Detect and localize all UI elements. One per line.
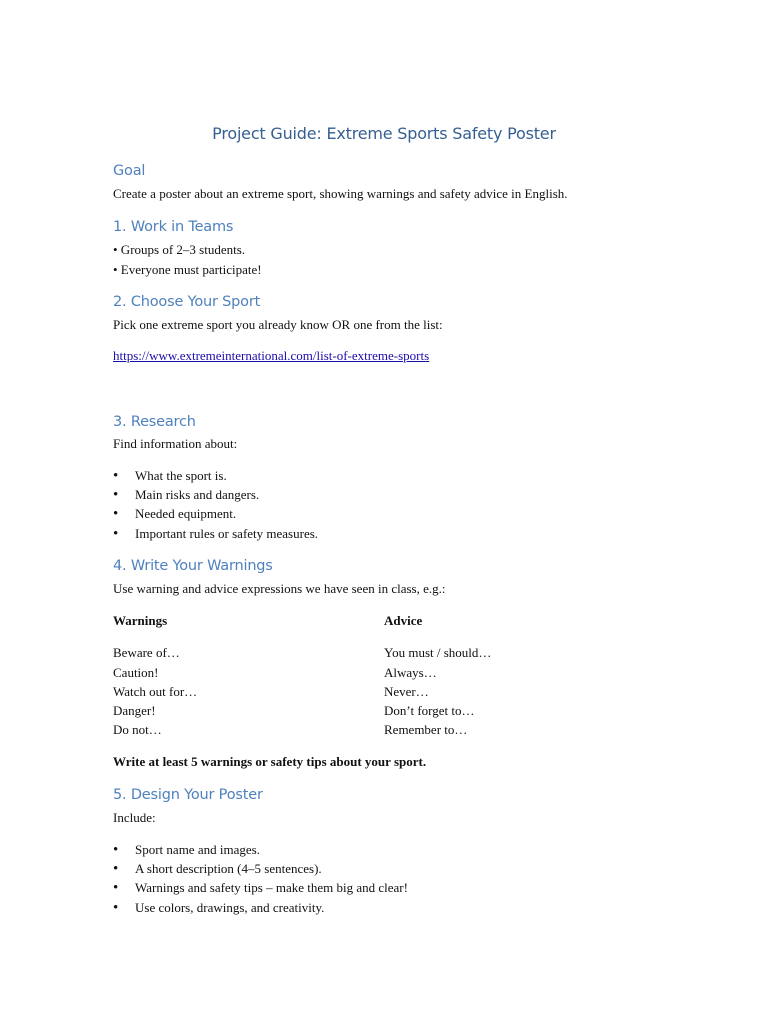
bullet-icon: • [113,861,119,877]
teams-heading: 1. Work in Teams [113,219,234,235]
research-heading: 3. Research [113,414,196,430]
warning-expression: Do not… [113,722,162,737]
bullet-icon: • [113,468,119,484]
goal-heading: Goal [113,163,146,179]
warnings-instruction: Write at least 5 warnings or safety tips about your sport. [113,754,427,769]
design-intro: Include: [113,810,156,825]
warnings-intro: Use warning and advice expressions we have seen in class, e.g.: [113,581,446,596]
advice-expression: You must / should… [384,645,492,660]
bullet-icon: • [113,526,119,542]
warning-expression: Caution! [113,665,159,680]
warning-expression: Beware of… [113,645,180,660]
warning-expression: Danger! [113,703,156,718]
warnings-column-header: Warnings [113,613,168,628]
bullet-icon: • [113,900,119,916]
advice-column-header: Advice [384,613,423,628]
teams-item: • Everyone must participate! [113,262,262,277]
bullet-icon: • [113,506,119,522]
goal-text: Create a poster about an extreme sport, showing warnings and safety advice in English. [113,186,568,201]
advice-expression: Always… [384,665,437,680]
advice-expression: Never… [384,684,429,699]
bullet-icon: • [113,842,119,858]
advice-expression: Don’t forget to… [384,703,475,718]
design-heading: 5. Design Your Poster [113,787,263,803]
bullet-icon: • [113,880,119,896]
advice-expression: Remember to… [384,722,468,737]
page-title: Project Guide: Extreme Sports Safety Poster [212,124,556,143]
warnings-heading: 4. Write Your Warnings [113,558,273,574]
research-intro: Find information about: [113,436,238,451]
sport-heading: 2. Choose Your Sport [113,294,261,310]
sport-text: Pick one extreme sport you already know OR one from the list: [113,317,443,332]
bullet-icon: • [113,487,119,503]
teams-item: • Groups of 2–3 students. [113,242,246,257]
document-page: Project Guide: Extreme Sports Safety Poster Goal Create a poster about an extreme sport, showing warnings and safety advice in English. 1. Work in Teams • Groups of 2–3 students. • Everyone must participate! 2. Choose Your Sport Pick one extreme sport you already know OR one from the list: https://www.extremeinternational.com/list-of-extreme-sports 3. Research Find information about: • What the sport is. • Main risks and dangers. • Needed equipment. • Important rules or safety measures. 4. Write Your Warnings Use warning and advice expressions we have seen in class, e.g.: Warnings Advice Beware of… Caution! Watch out for… Danger! Do not… You must / should… Always… Never… Don’t forget to… Remember to… Write at least 5 warnings or safety tips about your sport. 5. Design Your Poster Include: • Sport name and images. • A short description (4–5 sentences). • Warnings and safety tips – make them big and clear! • Use colors, drawings, and creativity. [113,0,673,1024]
extreme-sports-list-link[interactable]: https://www.extremeinternational.com/list-of-extreme-sports [113,348,430,363]
warning-expression: Watch out for… [113,684,198,699]
